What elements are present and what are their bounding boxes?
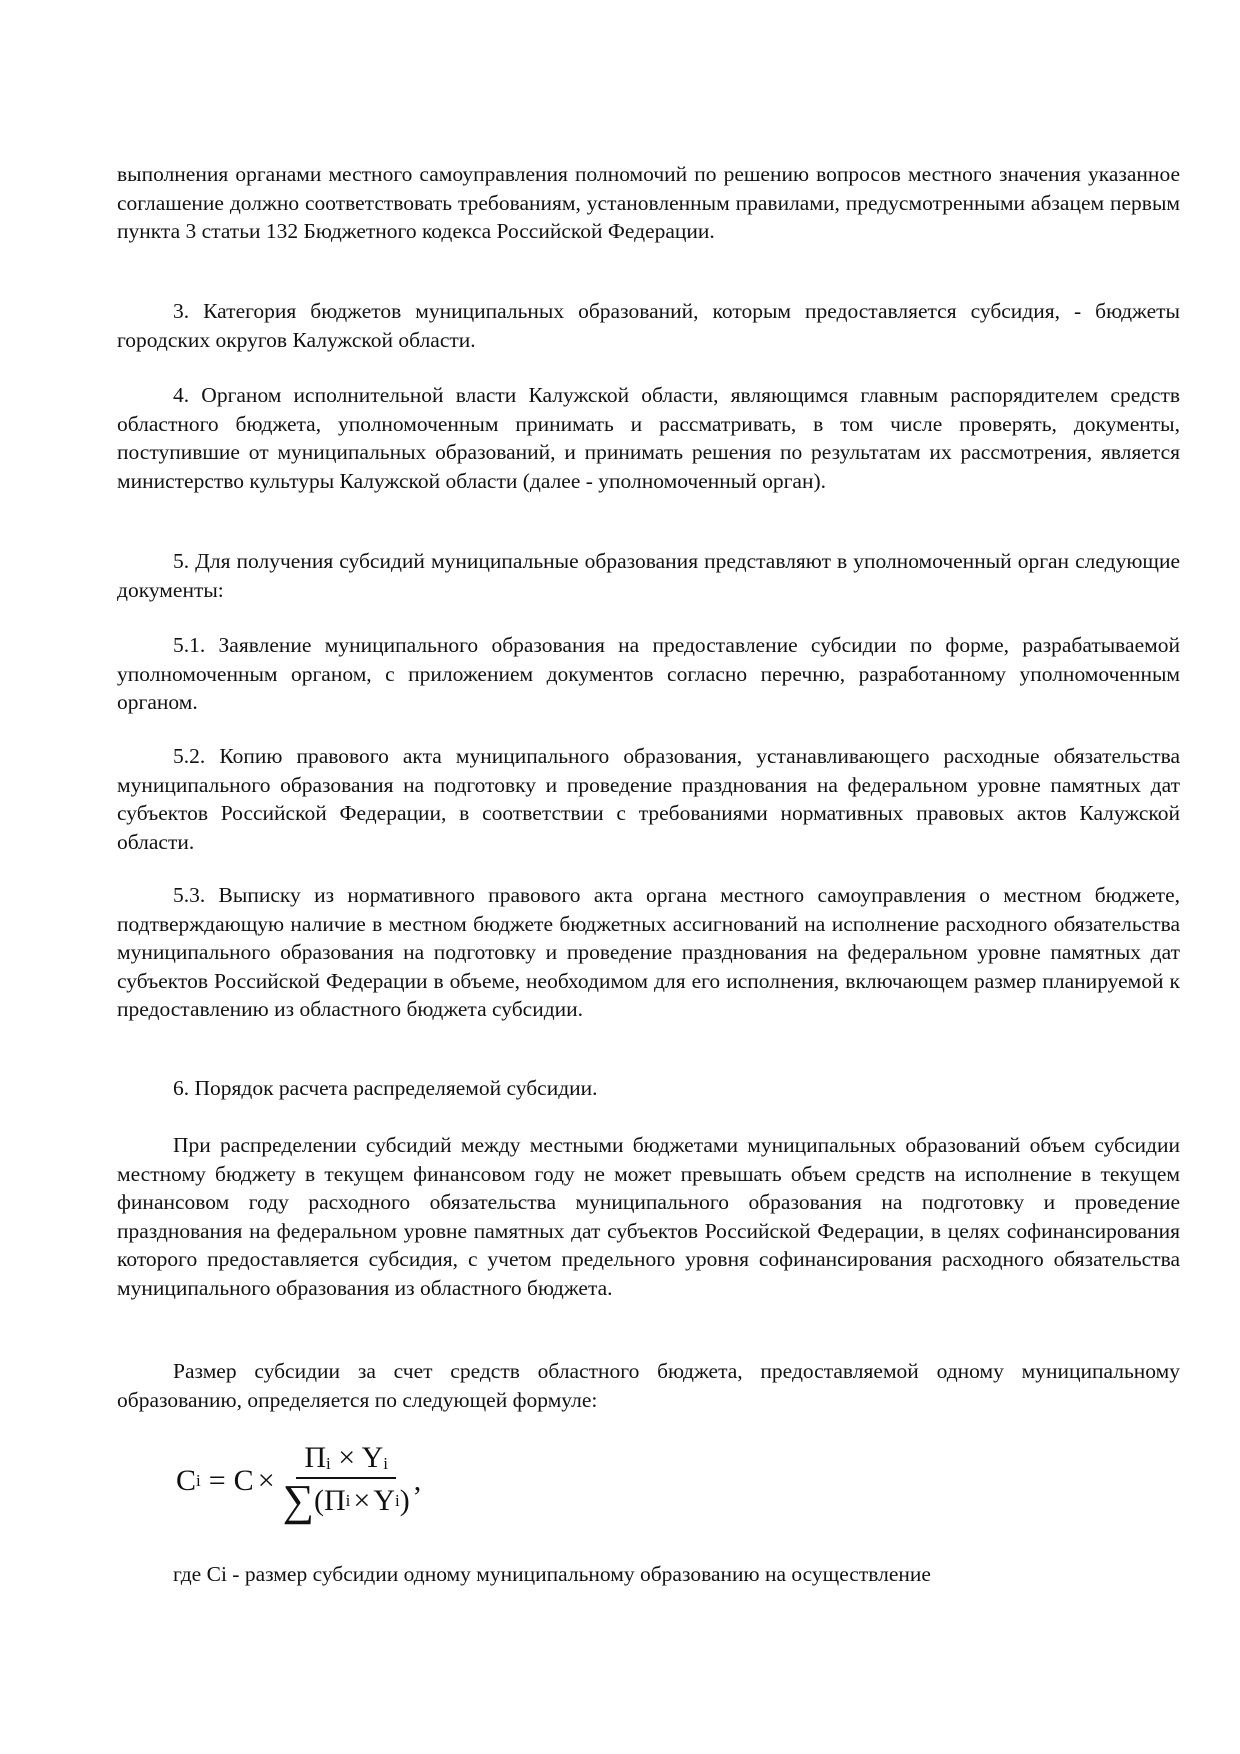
formula-sub: i [345, 1491, 351, 1510]
formula-times: × [257, 1464, 275, 1497]
formula-equals: = [208, 1464, 226, 1497]
paragraph-5-2: 5.2. Копию правового акта муниципального образования, устанавливающего расходные обязательства муниципального образования на подготовку и проведение празднования на федеральном уровне памятных дат субъектов Российской Федерации, в соответствии с требованиями нормативных правовых актов Калужской области. [117, 744, 1180, 854]
formula-sigma: ∑ [282, 1476, 314, 1525]
formula-p: П [323, 1484, 346, 1517]
subsidy-formula [176, 1436, 421, 1526]
paragraph-3: 3. Категория бюджетов муниципальных образований, которым предоставляется субсидия, - бюджеты городских округов Калужской области. [117, 299, 1180, 352]
paragraph-5-3: 5.3. Выписку из нормативного правового акта органа местного самоуправления о местном бюджете, подтверждающую наличие в местном бюджете бюджетных ассигнований на исполнение расходного обязательства муниципального образования на подготовку и проведение празднования на федеральном уровне памятных дат субъектов Российской Федерации в объеме, необходимом для его исполнения, включающем размер планируемой к предоставлению из областного бюджета субсидии. [117, 883, 1180, 1021]
formula-sub: i [196, 1471, 201, 1490]
formula-y: Y [361, 1441, 384, 1474]
paragraph-4: 4. Органом исполнительной власти Калужской области, являющимся главным распорядителем средств областного бюджета, уполномоченным принимать и рассматривать, в том числе проверять, документы, поступившие от муниципальных образований, и принимать решения по результатам их рассмотрения, является министерство культуры Калужской области (далее - уполномоченный орган). [117, 383, 1180, 493]
formula-ci: C [176, 1464, 197, 1497]
formula-numerator [296, 1441, 396, 1479]
formula-p: П [304, 1441, 327, 1474]
formula-times: × [338, 1441, 356, 1474]
paragraph-continuation: выполнения органами местного самоуправления полномочий по решению вопросов местного значения указанное соглашение должно соответствовать требованиям, установленным правилами, предусмотренными абзацем первым пункта 3 статьи 132 Бюджетного кодекса Российской Федерации. [117, 162, 1180, 243]
paragraph-5-1: 5.1. Заявление муниципального образования на предоставление субсидии по форме, разрабатываемой уполномоченным органом, с приложением документов согласно перечню, разработанному уполномоченным органом. [117, 633, 1180, 714]
formula-sub: i [326, 1454, 331, 1473]
formula-paren: ) [399, 1484, 410, 1517]
paragraph-distribution: При распределении субсидий между местными бюджетами муниципальных образований объем субсидии местному бюджету в текущем финансовом году не может превышать объем средств на исполнение в текущем финансовом году расходного обязательства муниципального образования на подготовку и проведение празднования на федеральном уровне памятных дат субъектов Российской Федерации, в целях софинансирования которого предоставляется субсидия, с учетом предельного уровня софинансирования расходного обязательства муниципального образования из областного бюджета. [117, 1133, 1180, 1300]
formula-c: C [233, 1464, 254, 1497]
formula-fraction [282, 1441, 410, 1525]
formula-paren: ( [313, 1484, 324, 1517]
formula-sub: i [394, 1491, 400, 1510]
paragraph-5: 5. Для получения субсидий муниципальные образования представляют в уполномоченный орган следующие документы: [117, 549, 1180, 602]
paragraph-formula-intro: Размер субсидии за счет средств областного бюджета, предоставляемой одному муниципальному образованию, определяется по следующей формуле: [117, 1359, 1180, 1412]
formula-y: Y [373, 1484, 395, 1517]
paragraph-6: 6. Порядок расчета распределяемой субсидии. [173, 1076, 598, 1100]
formula-times: × [353, 1484, 371, 1517]
formula-comma: , [413, 1464, 422, 1497]
formula-sub: i [383, 1454, 388, 1473]
formula-denominator [282, 1476, 410, 1525]
paragraph-where: где Ci - размер субсидии одному муниципальному образованию на осуществление [173, 1562, 931, 1586]
